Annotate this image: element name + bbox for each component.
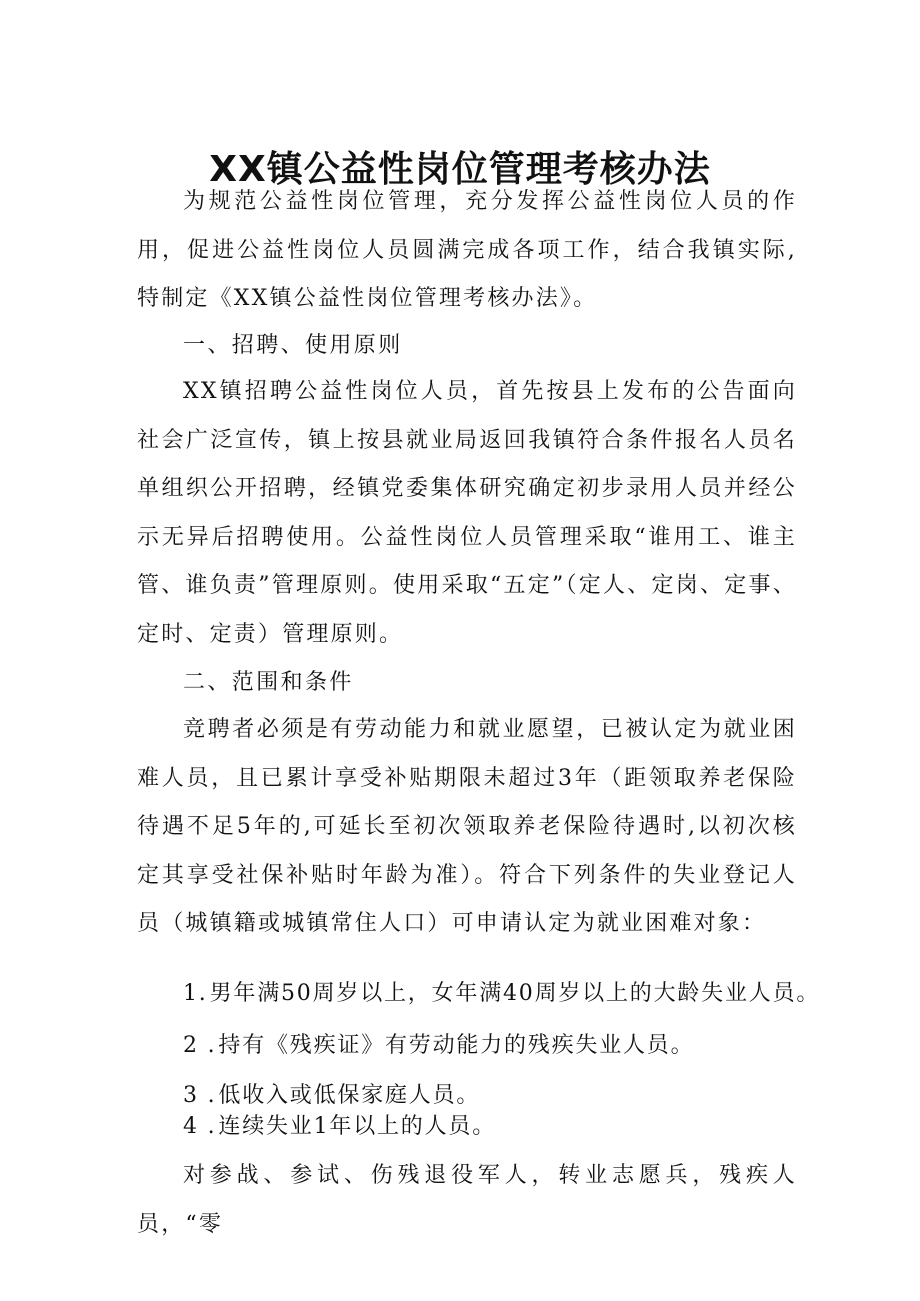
list-item — [183, 977, 820, 1011]
section2-body: 竞聘者必须是有劳动能力和就业愿望，已被认定为就业困难人员，且已累计享受补贴期限未超过3年（距领取养老保险待遇不足5年的,可延长至初次领取养老保险待遇时,以初次核定其享受社保补贴时年龄为准）。符合下列条件的失业登记人员（城镇籍或城镇常住人口）可申请认定为就业困难对象： — [137, 717, 797, 936]
list-item-number: 4 . — [183, 1114, 217, 1139]
document-title: XX镇公益性岗位管理考核办法 — [209, 149, 711, 191]
list-item-number: 1. — [183, 981, 208, 1006]
list-item-text: 连续失业1年以上的人员。 — [218, 1114, 496, 1139]
list-item-number: 2 . — [183, 1033, 217, 1058]
list-item-number: 3 . — [183, 1083, 217, 1108]
list-item-text: 持有《残疾证》有劳动能力的残疾失业人员。 — [218, 1033, 695, 1058]
section1-heading: 一、招聘、使用原则 — [183, 333, 403, 358]
list-item — [183, 1110, 496, 1144]
section1-body: XX镇招聘公益性岗位人员，首先按县上发布的公告面向社会广泛宣传，镇上按县就业局返回我镇符合条件报名人员名单组织公开招聘，经镇党委集体研究确定初步录用人员并经公示无异后招聘使用。公益性岗位人员管理采取“谁用工、谁主管、谁负责”管理原则。使用采取“五定”（定人、定岗、定事、定时、定责）管理原则。 — [137, 379, 797, 647]
intro-paragraph: 为规范公益性岗位管理，充分发挥公益性岗位人员的作用，促进公益性岗位人员圆满完成各项工作，结合我镇实际,特制定《XX镇公益性岗位管理考核办法》。 — [137, 189, 797, 311]
list-item-text: 男年满50周岁以上，女年满40周岁以上的大龄失业人员。 — [209, 981, 821, 1006]
list-item-text: 低收入或低保家庭人员。 — [218, 1083, 481, 1108]
list-item — [183, 1029, 694, 1063]
section2-heading: 二、范围和条件 — [183, 670, 354, 695]
closing-paragraph: 对参战、参试、伤残退役军人，转业志愿兵，残疾人员，“零 — [137, 1163, 797, 1237]
list-item — [183, 1079, 480, 1113]
